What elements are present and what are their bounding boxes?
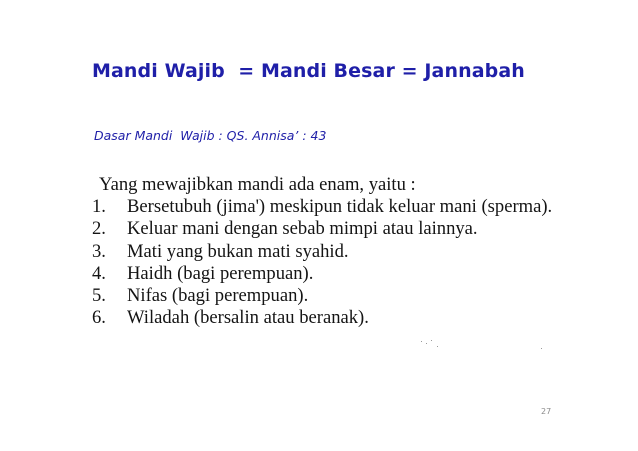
list-item-text: Nifas (bagi perempuan). bbox=[127, 285, 309, 307]
slide-subtitle: Dasar Mandi Wajib : QS. Annisa’ : 43 bbox=[94, 128, 327, 143]
list-item bbox=[92, 307, 562, 329]
scan-speck bbox=[421, 341, 422, 342]
scan-list bbox=[92, 196, 562, 329]
list-item bbox=[92, 218, 562, 240]
list-item-number: 2. bbox=[92, 218, 106, 240]
scan-speck bbox=[437, 346, 438, 347]
scan-intro: Yang mewajibkan mandi ada enam, yaitu : bbox=[99, 174, 416, 195]
list-item bbox=[92, 196, 562, 218]
list-item-text: Bersetubuh (jima') meskipun tidak keluar mani (sperma). bbox=[127, 196, 553, 218]
list-item-number: 6. bbox=[92, 307, 106, 329]
list-item-number: 5. bbox=[92, 285, 106, 307]
scanned-text-image bbox=[92, 174, 562, 329]
list-item bbox=[92, 285, 562, 307]
list-item-number: 1. bbox=[92, 196, 106, 218]
list-item-text: Haidh (bagi perempuan). bbox=[127, 262, 314, 284]
list-item-number: 4. bbox=[92, 262, 106, 284]
slide-title: Mandi Wajib = Mandi Besar = Jannabah bbox=[92, 60, 525, 82]
list-item bbox=[92, 241, 562, 263]
page-number: 27 bbox=[541, 407, 552, 416]
list-item-number: 3. bbox=[92, 240, 106, 262]
scan-speck bbox=[431, 340, 432, 341]
list-item-text: Wiladah (bersalin atau beranak). bbox=[127, 307, 369, 329]
scan-speck bbox=[426, 343, 427, 344]
list-item-text: Keluar mani dengan sebab mimpi atau lainnya. bbox=[127, 218, 478, 240]
list-item bbox=[92, 263, 562, 285]
list-item-text: Mati yang bukan mati syahid. bbox=[127, 240, 349, 262]
scan-speck bbox=[541, 348, 542, 349]
